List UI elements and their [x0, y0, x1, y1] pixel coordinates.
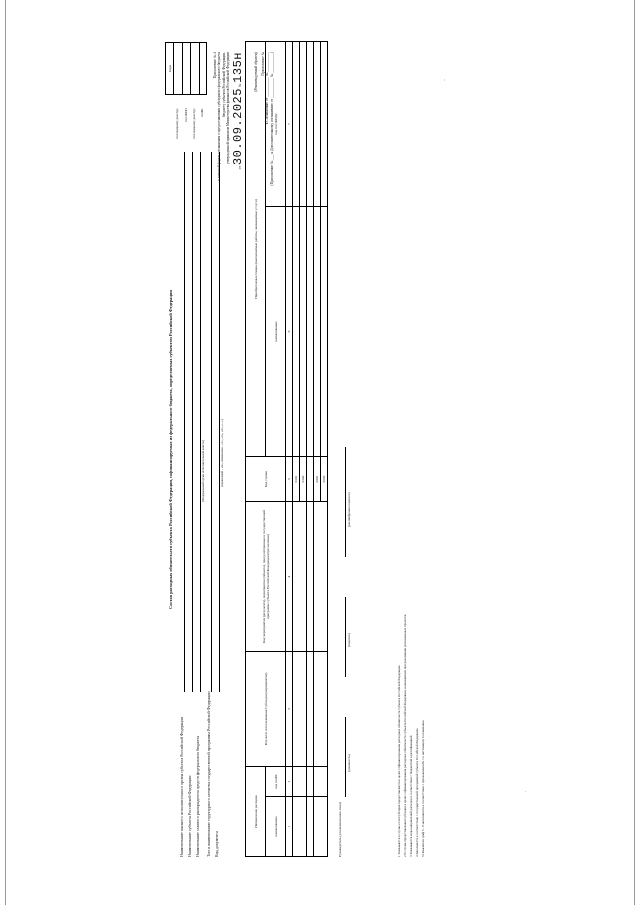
row-code-cell: 0102: [300, 456, 307, 501]
scan-mark: ': [444, 80, 445, 85]
signature-role: Руководитель (уполномоченное лицо): [338, 802, 342, 857]
row-code-cell: 0201: [314, 456, 321, 501]
appendix-text-2: бюджету субъекта Российской Федерации,: [221, 52, 226, 118]
footnote-3: 3 Указываются коды направлений расходов в соответствии с бюджетной классификацией.: [409, 734, 413, 857]
th-okpd: код по ОКПД2: [266, 41, 286, 206]
row-code-cell: 0202: [321, 456, 328, 501]
ministry-hint: (Федеральный орган исполнительной власти): [201, 440, 205, 502]
appendix-text-3: утвержденной приказом Министерства финансов Российской Федерации: [226, 52, 231, 165]
table-row: [293, 41, 300, 856]
row-code-cell: [307, 456, 314, 501]
appendix-to: Приложение №: [261, 52, 266, 76]
field-doc-type: Вид документа: [214, 831, 219, 857]
th-row-code: Код строки: [246, 456, 286, 501]
appendix-date: 30.09.2025: [230, 88, 245, 166]
appendix-label: Приложение № 4: [213, 52, 217, 79]
scan-mark: ·: [525, 790, 527, 795]
th-purchase: Приобретаемые товары (выполняемые работы, оказываемые услуги): [246, 41, 266, 456]
footnote-4: 4 Заполняется в соответствии с государственной программой субъекта Российской Федерации.: [415, 727, 419, 857]
code-label-3: по Сводному реестру: [192, 108, 196, 139]
appendix-text-1: к типовой форме соглашения о предоставлении субсидии из федерального бюджета: [217, 52, 222, 181]
th-result: Результат использования Субсидии (мероприятие): [246, 651, 286, 766]
code-cell-3: [191, 43, 199, 94]
code-label-4: по БК: [200, 108, 204, 117]
doc-type-hint: (первичный - «0», изменения - «1», «2», «3», «...»): [220, 419, 224, 487]
appendix-number: 135н: [230, 52, 245, 83]
code-label-1: по Сводному реестру: [175, 108, 179, 139]
rotated-form: [165, 42, 545, 857]
field-program-element: Тип и наименование структурного элемента государственной программы Российской Федерации: [206, 691, 211, 857]
footnote-5: 5 Показатели граф 5 - 8 заполняются в соответствии с приложением № 1 к настоящему Соглашению.: [421, 719, 425, 857]
table-row: [307, 41, 314, 856]
signature-sign: (подпись): [347, 632, 351, 647]
th-object: Код мероприятия (результата), мероприятия (объекта), предусмотренные в государственной программе субъекта Российской Федерации (при наличии): [246, 501, 286, 651]
th-direction: Направление расходов: [246, 766, 266, 856]
appendix-date-line: от 30.09.2025 № 135н: [230, 52, 245, 170]
field-subject: Наименование субъекта Российской Федерации: [187, 775, 192, 857]
code-cell-1: [174, 43, 182, 94]
field-executive-body: Наименование высшего исполнительного органа субъекта Российской Федерации: [179, 717, 184, 857]
field-main-manager: Наименование главного распорядителя средств федерального бюджета: [195, 735, 200, 857]
signature-name: (расшифровка подписи): [347, 492, 351, 527]
th-name: наименование: [266, 797, 286, 857]
footnote-1: 1 Указывается в случае если Субсидия предоставляется в целях софинансирования расходных обязательств субъекта Российской Федерации.: [397, 664, 401, 857]
to-addendum: (Приложение № ___ к Дополнительному соглашению от ___________ № ___________): [269, 52, 274, 186]
th-code-bk: код по БК: [266, 766, 286, 796]
recommended-label: (Рекомендуемый образец): [253, 52, 258, 92]
signature-position: (должность): [347, 754, 351, 772]
to-agreement: к Соглашению от ___________ № ___________: [265, 52, 270, 125]
codes-header: Коды: [166, 43, 174, 94]
code-cell-4: [200, 43, 208, 94]
th-purchase-name: наименование: [266, 206, 286, 456]
table-row: [314, 41, 321, 856]
code-label-2: по ОКПО: [184, 108, 188, 122]
row-code-cell: 0101: [293, 456, 300, 501]
obligations-table: Направление расходов Результат использования Субсидии (мероприятие) Код мероприятия (результата), мероприятия (объекта), предусмотренные в государственной программе субъекта Российской Федерации (при наличии) Код строки Приобретаемые товары (выполняемые работы, оказываемые услуги) наименование код по БК наименование код по ОКПД2 1 2 3 4 5 6 7 0101 0102 0201 0202: [245, 41, 328, 857]
footnote-2: 2 В случае предоставления Субсидии в целях софинансирования расходных обязательств субъекта Российской Федерации, возникающих при реализации региональных проектов.: [403, 613, 407, 857]
code-cell-2: [183, 43, 191, 94]
form-title: Состав расходных обязательств субъекта Российской Федерации, софинансируемых из федерального бюджета, определяемых субъектом Российской Федерации: [168, 290, 173, 609]
